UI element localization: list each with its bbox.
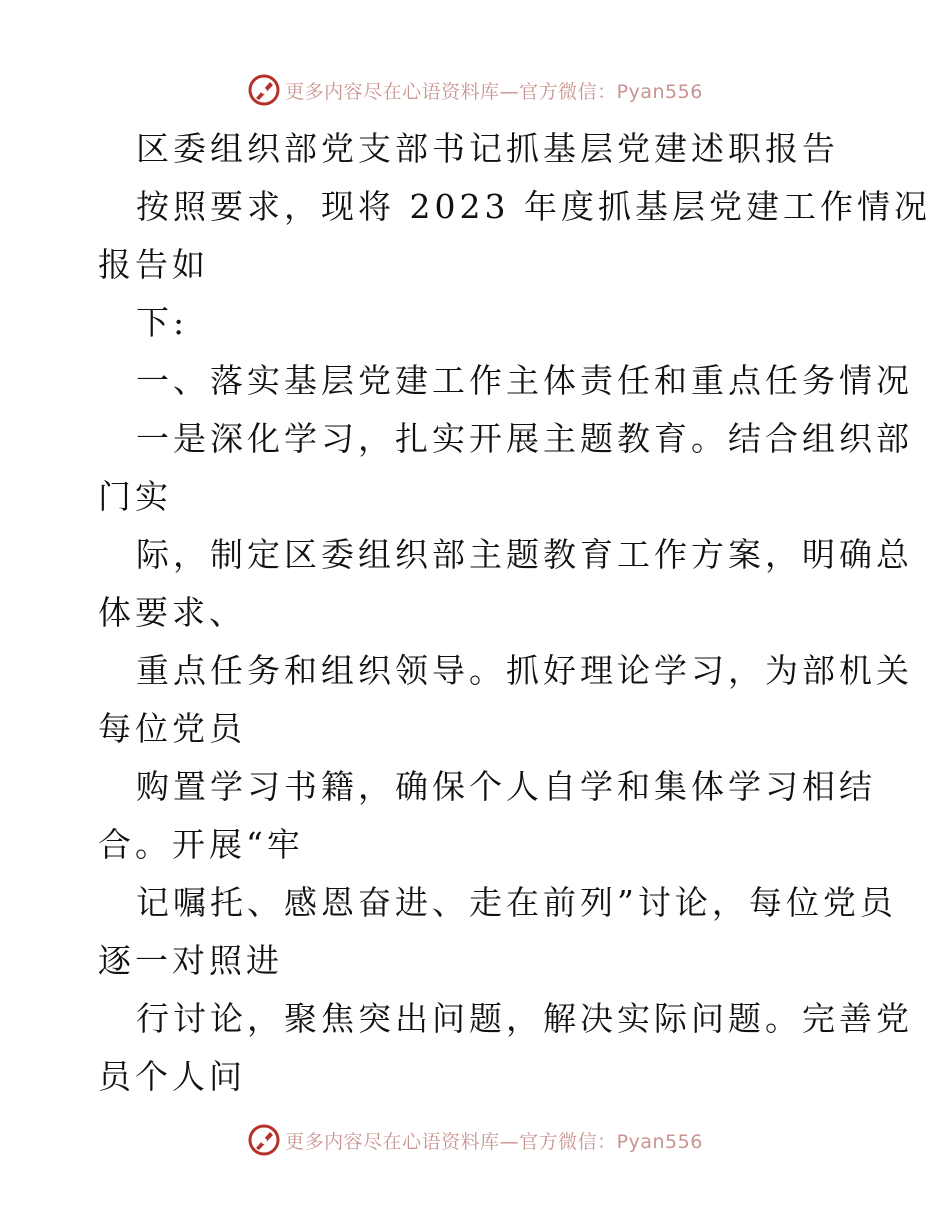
watermark-banner-bottom (0, 1118, 950, 1162)
text-line: 体要求、 (98, 593, 246, 632)
text-line: 员个人问 (98, 1057, 246, 1096)
text-line: 区委组织部党支部书记抓基层党建述职报告 (136, 129, 839, 168)
text-line: 记嘱托、感恩奋进、走在前列”讨论，每位党员 (136, 883, 897, 922)
text-line: 下: (136, 303, 189, 342)
text-line: 报告如 (98, 245, 209, 284)
text-line: 门实 (98, 477, 172, 516)
watermark-text: 更多内容尽在心语资料库—官方微信：Pyan556 (285, 1130, 703, 1153)
text-line: 逐一对照进 (98, 941, 283, 980)
text-line: 一是深化学习，扎实开展主题教育。结合组织部 (136, 419, 913, 458)
pen-logo-icon (247, 1123, 281, 1157)
text-line: 购置学习书籍，确保个人自学和集体学习相结 (136, 767, 876, 806)
text-line: 每位党员 (98, 709, 246, 748)
watermark-text: 更多内容尽在心语资料库—官方微信：Pyan556 (285, 80, 703, 103)
text-line: 按照要求，现将 2023 年度抓基层党建工作情况 (136, 187, 931, 226)
text-line: 际，制定区委组织部主题教育工作方案，明确总 (136, 535, 913, 574)
text-line: 合。开展“牢 (98, 825, 304, 864)
text-line: 行讨论，聚焦突出问题，解决实际问题。完善党 (136, 999, 913, 1038)
pen-logo-icon (247, 73, 281, 107)
document-body (98, 120, 931, 1106)
watermark-banner-top (0, 68, 950, 112)
text-line: 重点任务和组织领导。抓好理论学习，为部机关 (136, 651, 913, 690)
text-line: 一、落实基层党建工作主体责任和重点任务情况 (136, 361, 913, 400)
